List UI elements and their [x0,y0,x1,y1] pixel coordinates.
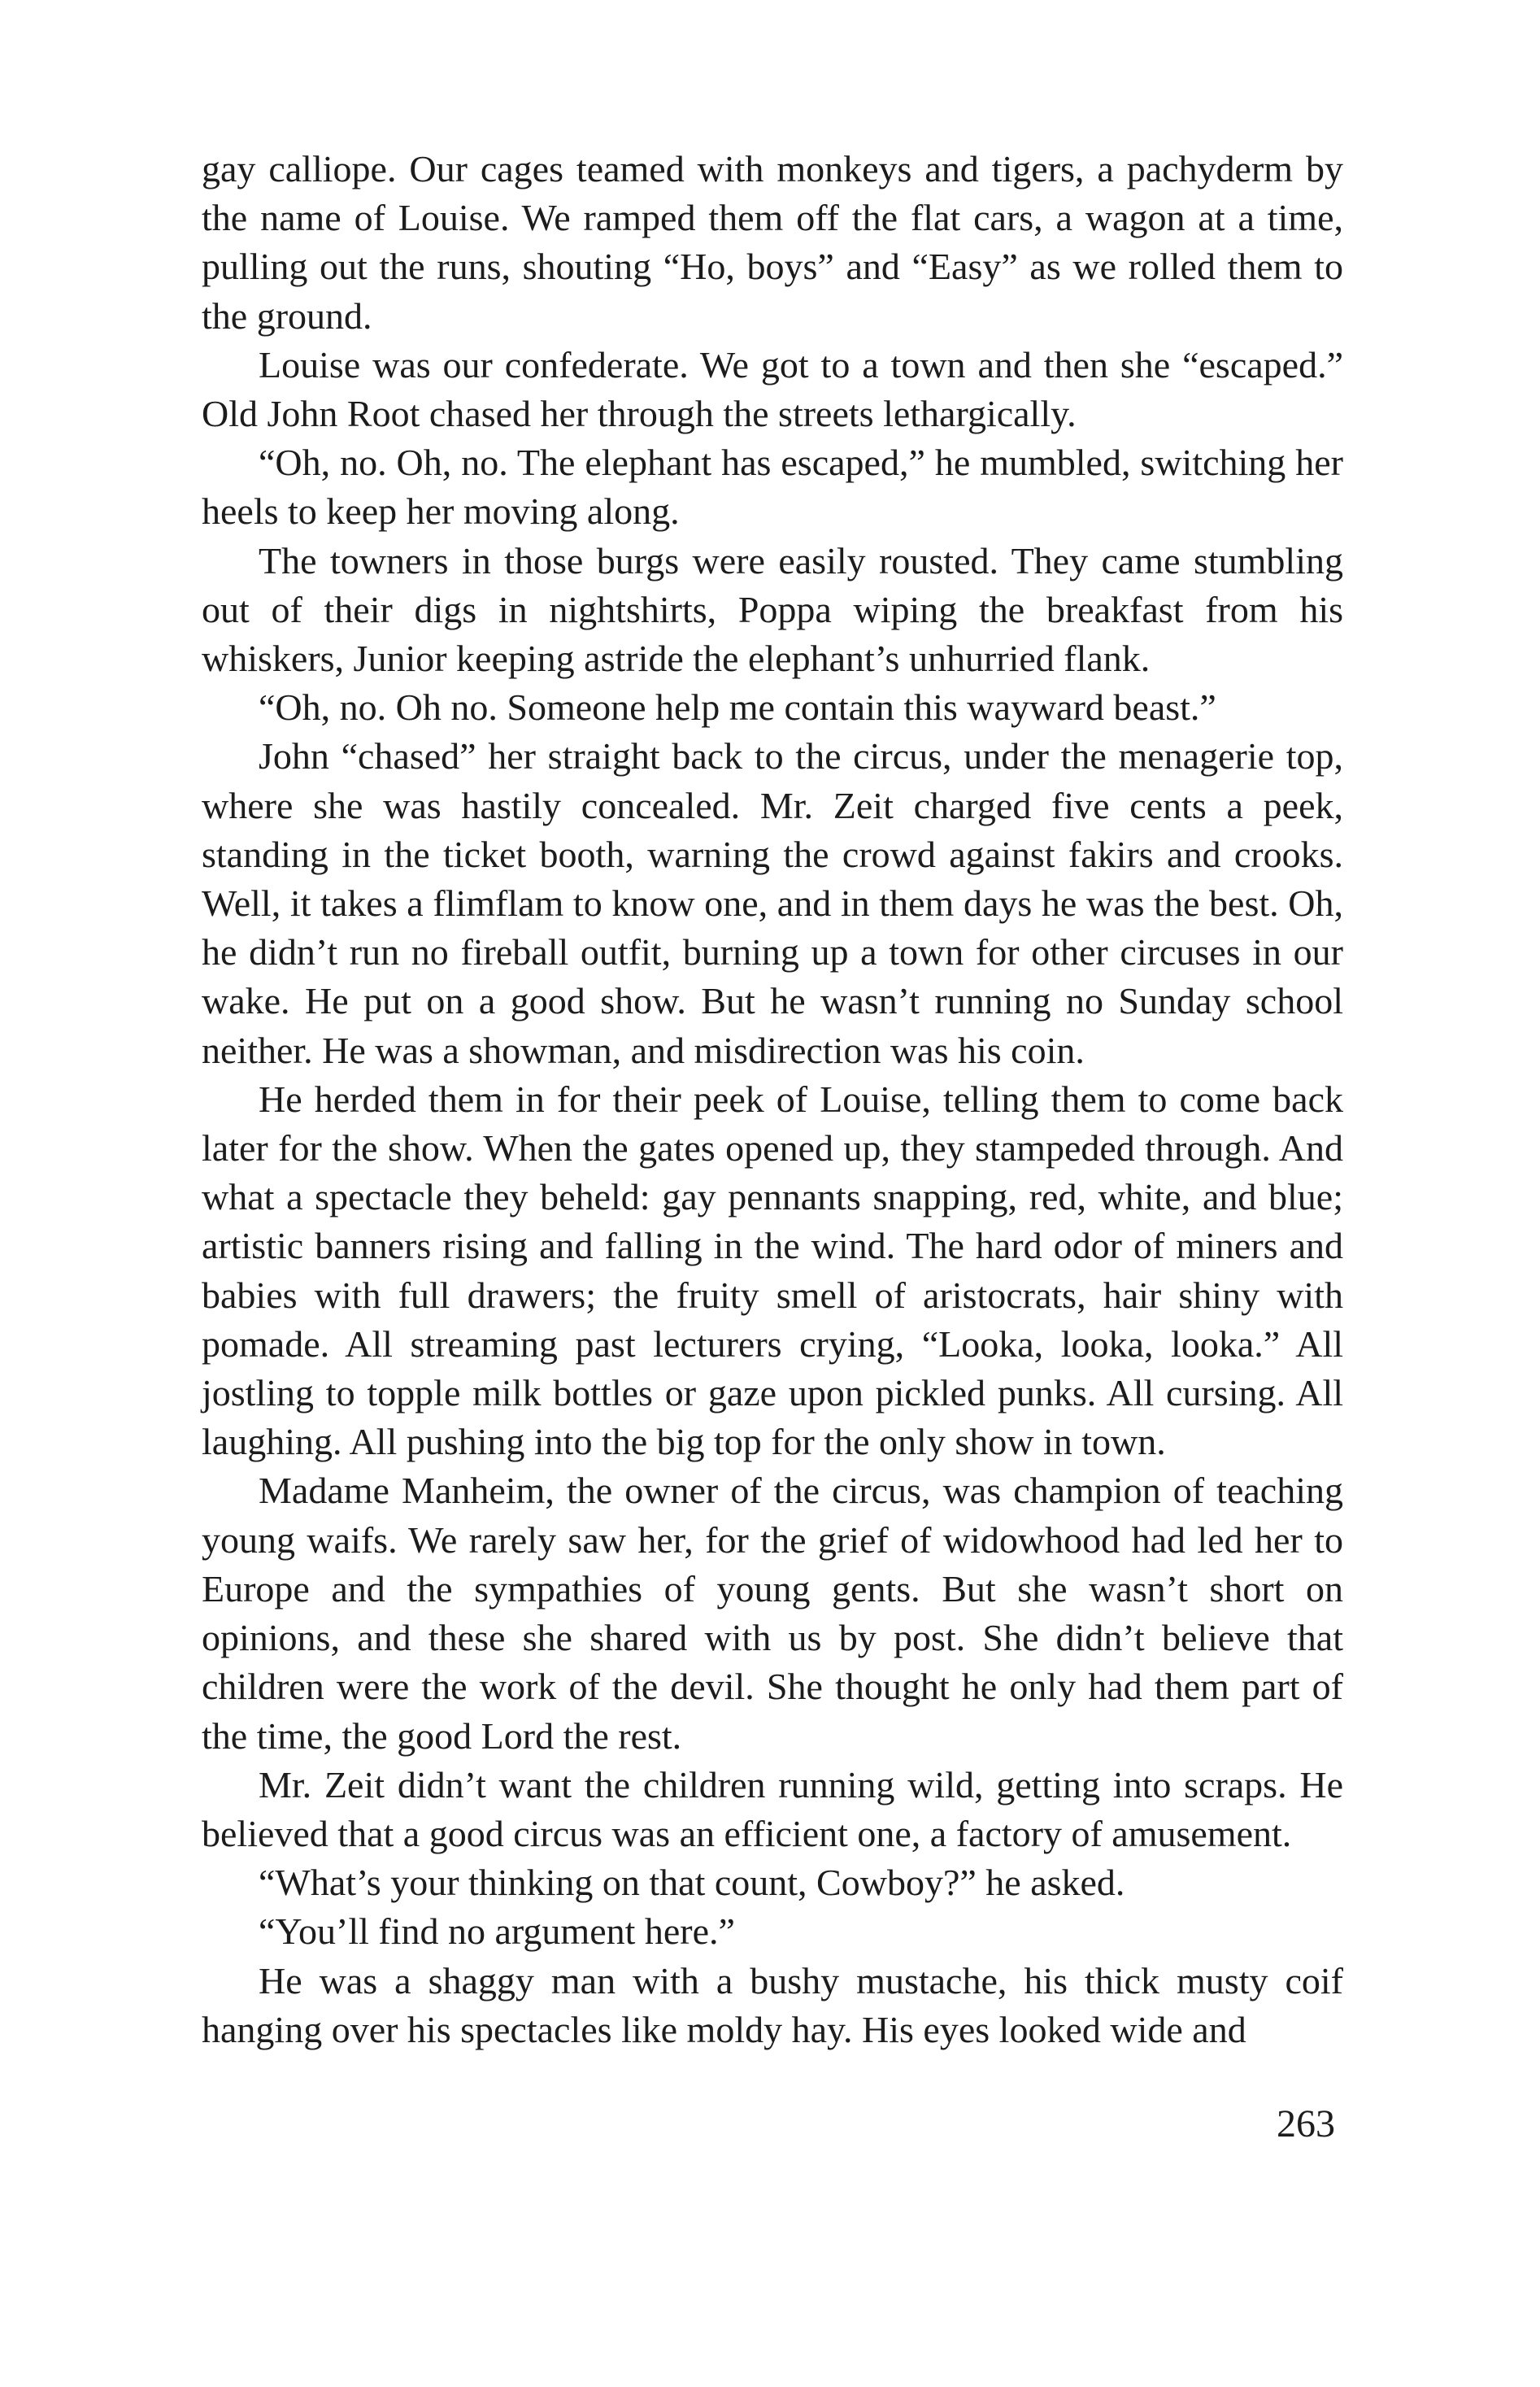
paragraph-4: The towners in those burgs were easily rousted. They came stumbling out of their digs in nightshirts, Poppa wiping the breakfast from his whiskers, Junior keeping astride the elephant’s unhurried flank. [202,539,1343,680]
paragraph-1: gay calliope. Our cages teamed with monkeys and tigers, a pachyderm by the name of Louise. We ramped them off the flat cars, a wagon at a time, pulling out the runs, shouting “Ho, boys” and “Easy” as we rolled them to the ground. [202,148,1343,337]
paragraph-6: John “chased” her straight back to the circus, under the menagerie top, where she was hastily concealed. Mr. Zeit charged five cents a peek, standing in the ticket booth, warning the crowd against fakirs and crooks. Well, it takes a flimflam to know one, and in them days he was the best. Oh, he didn’t run no fireball outfit, burning up a town for other circuses in our wake. He put on a good show. But he wasn’t running no Sunday school neither. He was a showman, and misdirection was his coin. [202,735,1343,1071]
paragraph-7: He herded them in for their peek of Louise, telling them to come back later for the show. When the gates opened up, they stampeded through. And what a spectacle they beheld: gay pennants snapping, red, white, and blue; artistic banners rising and falling in the wind. The hard odor of miners and babies with full drawers; the fruity smell of aristocrats, hair shiny with pomade. All streaming past lecturers crying, “Looka, looka, looka.” All jostling to topple milk bottles or gaze upon pickled punks. All cursing. All laughing. All pushing into the big top for the only show in town. [202,1078,1343,1463]
page-number: 263 [1277,2102,1335,2145]
paragraph-12: He was a shaggy man with a bushy mustache, his thick musty coif hanging over his spectacles like moldy hay. His eyes looked wide and [202,1959,1343,2050]
paragraph-8: Madame Manheim, the owner of the circus, was champion of teaching young waifs. We rarely saw her, for the grief of widowhood had led her to Europe and the sympathies of young gents. But she wasn’t short on opinions, and these she shared with us by post. She didn’t believe that children were the work of the devil. She thought he only had them part of the time, the good Lord the rest. [202,1470,1343,1757]
paragraph-3: “Oh, no. Oh, no. The elephant has escaped,” he mumbled, switching her heels to keep her moving along. [202,442,1343,533]
paragraph-5: “Oh, no. Oh no. Someone help me contain this wayward beast.” [259,686,1216,729]
paragraph-9: Mr. Zeit didn’t want the children running wild, getting into scraps. He believed that a good circus was an efficient one, a factory of amusement. [202,1763,1343,1854]
paragraph-10: “What’s your thinking on that count, Cowboy?” he asked. [259,1862,1125,1904]
paragraph-11: “You’ll find no argument here.” [259,1910,735,1953]
paragraph-2: Louise was our confederate. We got to a town and then she “escaped.” Old John Root chased her through the streets lethargically. [202,343,1343,435]
body-text [202,145,1343,2054]
